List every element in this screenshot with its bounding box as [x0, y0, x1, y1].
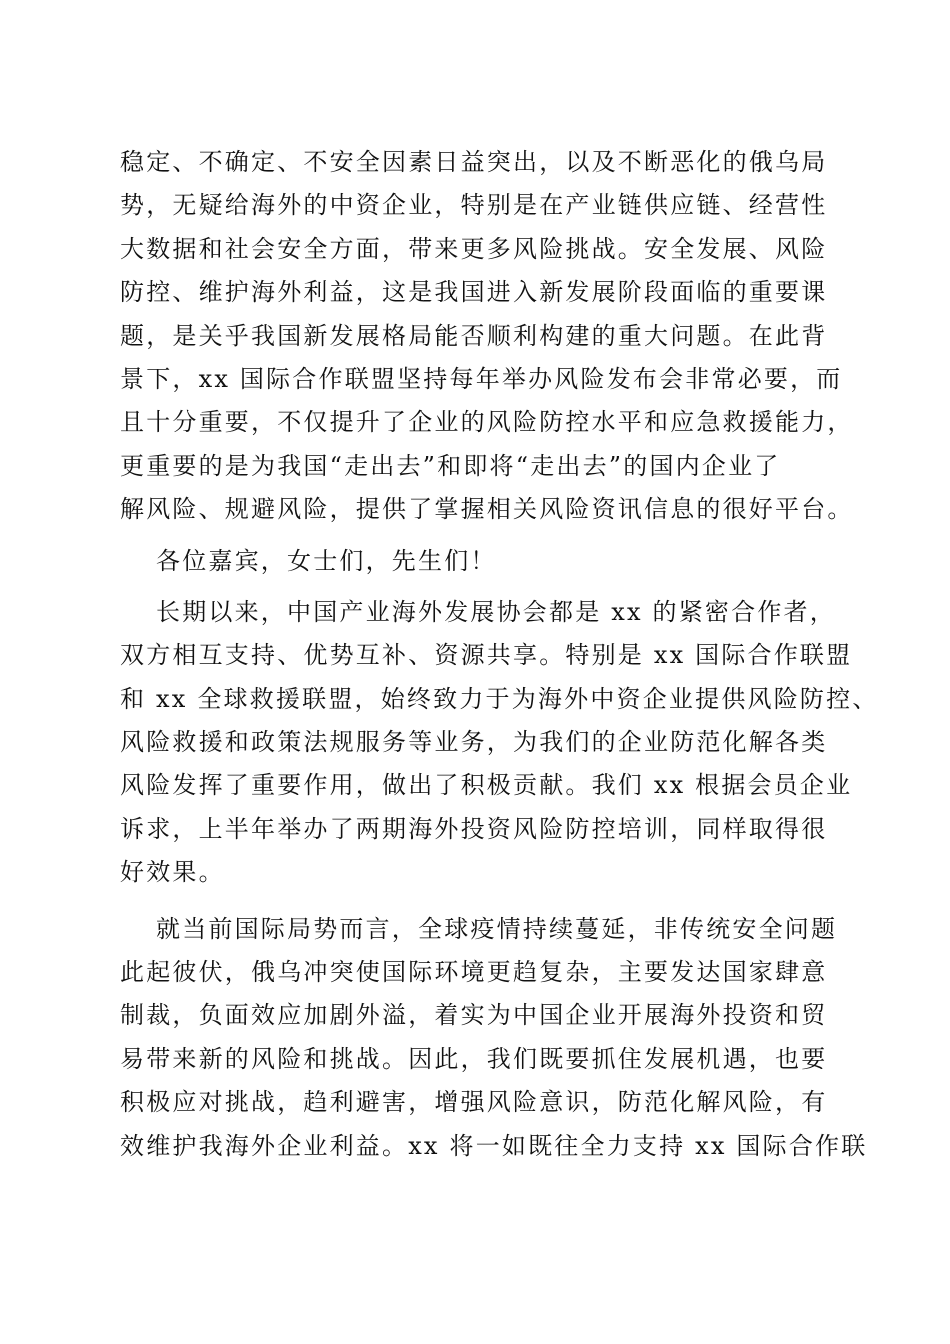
text-line: 积极应对挑战，趋利避害，增强风险意识，防范化解风险，有: [120, 1088, 828, 1117]
text-line: 此起彼伏，俄乌冲突使国际环境更趋复杂，主要发达国家肆意: [120, 958, 828, 987]
text-line: 易带来新的风险和挑战。因此，我们既要抓住发展机遇，也要: [120, 1044, 828, 1073]
text-line: 景下，xx 国际合作联盟坚持每年举办风险发布会非常必要，而: [120, 364, 843, 393]
document-body: [120, 141, 879, 1168]
paragraph-1: [120, 141, 854, 532]
paragraph-gap: [120, 895, 840, 908]
text-line: 势，无疑给海外的中资企业，特别是在产业链供应链、经营性: [120, 191, 828, 220]
paragraph-3: [120, 591, 879, 895]
text-line: 诉求，上半年举办了两期海外投资风险防控培训，同样取得很: [120, 814, 828, 843]
text-line: 风险发挥了重要作用，做出了积极贡献。我们 xx 根据会员企业: [120, 771, 853, 800]
text-line: 好效果。: [120, 858, 225, 887]
text-line: 防控、维护海外利益，这是我国进入新发展阶段面临的重要课: [120, 278, 828, 307]
text-line: 大数据和社会安全方面，带来更多风险挑战。安全发展、风险: [120, 234, 828, 263]
salutation-line: 各位嘉宾，女士们，先生们！: [156, 546, 497, 575]
text-line: 制裁，负面效应加剧外溢，着实为中国企业开展海外投资和贸: [120, 1001, 828, 1030]
paragraph-4: [120, 908, 868, 1168]
text-line: 更重要的是为我国“走出去”和即将“走出去”的国内企业了: [120, 451, 781, 480]
paragraph-gap: [120, 583, 840, 591]
text-line: 稳定、不确定、不安全因素日益突出，以及不断恶化的俄乌局: [120, 148, 828, 176]
text-line: 风险救援和政策法规服务等业务，为我们的企业防范化解各类: [120, 728, 828, 757]
paragraph-gap: [120, 532, 840, 540]
text-line: 解风险、规避风险，提供了掌握相关风险资讯信息的很好平台。: [120, 495, 854, 524]
text-line: 效维护我海外企业利益。xx 将一如既往全力支持 xx 国际合作联: [120, 1131, 868, 1160]
text-line: 且十分重要，不仅提升了企业的风险防控水平和应急救援能力，: [120, 408, 854, 437]
text-line: 就当前国际局势而言，全球疫情持续蔓延，非传统安全问题: [156, 914, 838, 943]
text-line: 题，是关乎我国新发展格局能否顺利构建的重大问题。在此背: [120, 321, 828, 350]
paragraph-2-salutation: [120, 540, 840, 583]
text-line: 双方相互支持、优势互补、资源共享。特别是 xx 国际合作联盟: [120, 641, 853, 670]
text-line: 长期以来，中国产业海外发展协会都是 xx 的紧密合作者，: [156, 597, 836, 626]
text-line: 和 xx 全球救援联盟，始终致力于为海外中资企业提供风险防控、: [120, 684, 879, 713]
